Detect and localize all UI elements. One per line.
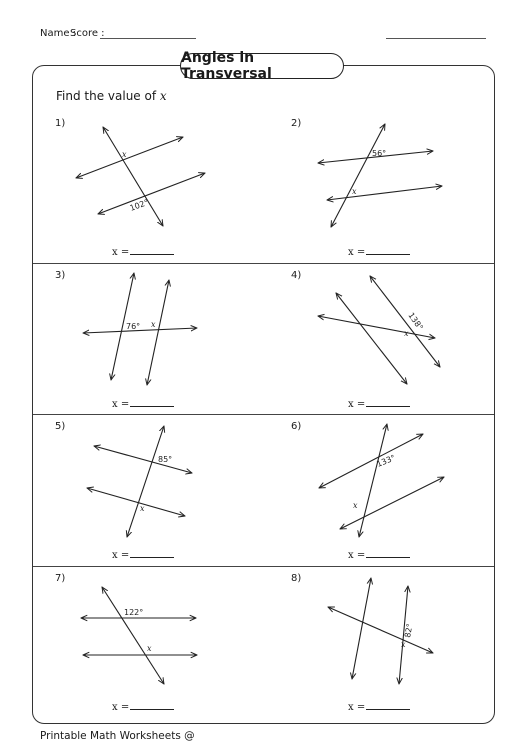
- figure-2: [318, 124, 442, 227]
- problem-number-2: 2): [291, 118, 302, 129]
- angle-label-2: 56°: [372, 149, 387, 158]
- worksheet-title: Angles in Transversal: [180, 53, 344, 79]
- variable-label-1: x: [122, 150, 127, 159]
- parallel-line: [370, 276, 440, 367]
- parallel-line: [87, 488, 185, 516]
- answer-label: x =: [348, 247, 366, 258]
- name-label: Name :: [40, 28, 77, 39]
- answer-label: x =: [112, 702, 130, 713]
- problem-number-8: 8): [291, 573, 302, 584]
- transversal-line: [328, 607, 433, 653]
- variable-label-8: x: [401, 640, 406, 649]
- figure-4: [318, 276, 440, 384]
- angle-label-8: 82°: [403, 622, 415, 639]
- parallel-line: [147, 280, 169, 385]
- instruction-text: Find the value of: [56, 89, 157, 103]
- problem-number-5: 5): [55, 421, 66, 432]
- transversal-line: [127, 426, 164, 537]
- parallel-line: [94, 446, 192, 473]
- problem-number-3: 3): [55, 270, 66, 281]
- angle-label-5: 85°: [158, 455, 173, 464]
- figure-6: [319, 424, 444, 537]
- angle-label-6: 133°: [375, 453, 397, 469]
- answer-label: x =: [112, 399, 130, 410]
- answer-label: x =: [348, 702, 366, 713]
- instruction-variable: x: [159, 89, 167, 103]
- parallel-line: [76, 137, 183, 178]
- angle-label-7: 122°: [124, 608, 144, 617]
- parallel-line: [352, 578, 371, 679]
- footer-text: Printable Math Worksheets @: [40, 730, 195, 742]
- problem-number-7: 7): [55, 573, 66, 584]
- score-label: Score :: [70, 28, 105, 39]
- figure-5: [87, 426, 192, 537]
- answer-label: x =: [112, 550, 130, 561]
- variable-label-2: x: [352, 187, 357, 196]
- transversal-line: [102, 587, 164, 684]
- variable-label-3: x: [151, 320, 156, 329]
- problem-number-1: 1): [55, 118, 66, 129]
- figure-7: [81, 587, 197, 684]
- problem-number-4: 4): [291, 270, 302, 281]
- variable-label-5: x: [140, 504, 145, 513]
- transversal-line: [359, 424, 387, 537]
- variable-label-7: x: [147, 644, 152, 653]
- figure-8: [328, 578, 433, 684]
- answer-label: x =: [112, 247, 130, 258]
- transversal-line: [331, 124, 385, 227]
- angle-label-3: 76°: [126, 322, 141, 331]
- angle-label-1: 102°: [128, 197, 150, 213]
- answer-label: x =: [348, 399, 366, 410]
- figure-1: [76, 127, 205, 226]
- problem-number-6: 6): [291, 421, 302, 432]
- answer-label: x =: [348, 550, 366, 561]
- angle-label-4: 138°: [406, 310, 425, 332]
- variable-label-4: x: [404, 329, 409, 338]
- parallel-line: [327, 186, 442, 200]
- parallel-line: [319, 434, 423, 488]
- parallel-line: [336, 293, 407, 384]
- variable-label-6: x: [353, 501, 358, 510]
